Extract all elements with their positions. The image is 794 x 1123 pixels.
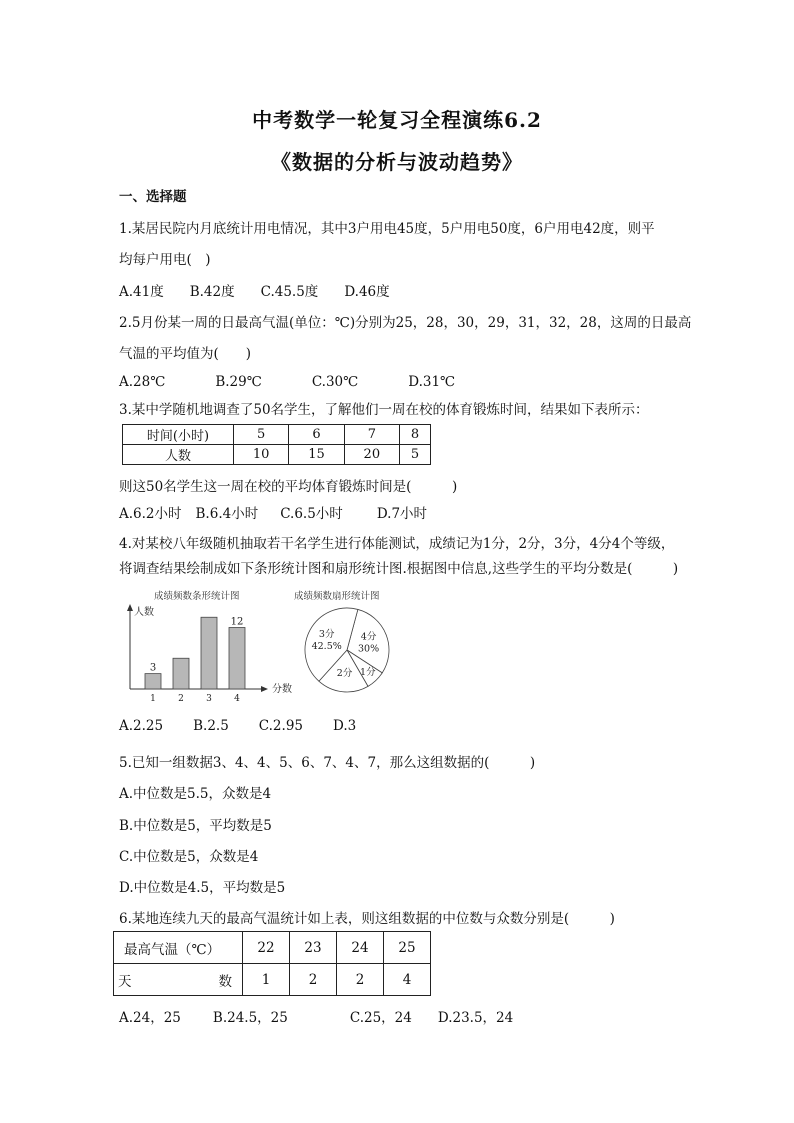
- q4-text-line1: 4.对某校八年级随机抽取若干名学生进行体能测试，成绩记为1分，2分，3分，4分4个等级，: [119, 536, 675, 552]
- q6-table: [113, 931, 431, 996]
- q6-option-b: B.24.5，25: [212, 1010, 288, 1026]
- q6-table-row-label: [114, 964, 243, 996]
- bar-tick-label: 4: [234, 694, 240, 704]
- q6-table-cell: 2: [337, 964, 384, 996]
- bar-data-label: 3: [149, 662, 157, 674]
- q6-table-cell: 1: [243, 964, 290, 996]
- q3-option-b: B.6.4小时: [195, 506, 259, 522]
- bar-y-axis-arrow: [127, 604, 133, 611]
- q1-text-line2: 均每户用电( ): [119, 252, 211, 268]
- q4-option-c: C.2.95: [258, 718, 303, 734]
- q6-table-header-cell: 24: [337, 932, 384, 964]
- bar-3: [201, 617, 217, 689]
- q3-table-cell: 10: [234, 445, 289, 465]
- q6-table-cell: 4: [384, 964, 431, 996]
- bar-1: [145, 674, 161, 689]
- q3-text-line1: 3.某中学随机地调查了50名学生，了解他们一周在校的体育锻炼时间，结果如下表所示：: [119, 402, 649, 418]
- q5-option-b: B.中位数是5，平均数是5: [119, 818, 272, 834]
- q3-table-header-cell: 5: [234, 425, 289, 445]
- q3-table-cell: 15: [289, 445, 344, 465]
- q6-options: [119, 1006, 539, 1026]
- q3-options: [119, 502, 453, 522]
- page-subtitle: 《数据的分析与波动趋势》: [271, 150, 523, 174]
- q2-text-line2: 气温的平均值为( ): [119, 346, 252, 362]
- pie-slice-label: 1分: [360, 666, 376, 678]
- q3-table-cell: 人数: [123, 445, 234, 465]
- bar-2: [173, 658, 189, 689]
- bar-x-label: 分数: [272, 684, 292, 695]
- q3-table-header-cell: 6: [289, 425, 344, 445]
- q1-text-line1: 1.某居民院内月底统计用电情况，其中3户用电45度，5户用电50度，6户用电42度，则平: [119, 221, 655, 237]
- pie-chart-title: 成绩频数扇形统计图: [294, 591, 380, 602]
- q4-figure: [122, 585, 422, 705]
- q6-table-header-cell: 最高气温（℃）: [114, 932, 243, 964]
- q4-option-a: A.2.25: [119, 718, 164, 734]
- q3-text-line2: 则这50名学生这一周在校的平均体育锻炼时间是( ): [119, 479, 458, 495]
- q2-option-d: D.31℃: [408, 374, 456, 390]
- pie-slice-label: 4分: [360, 631, 377, 643]
- q4-options: [119, 718, 382, 734]
- bar-4: [229, 628, 245, 690]
- q3-table-cell: 20: [344, 445, 399, 465]
- pie-slice-label: 2分: [336, 667, 353, 679]
- q3-table: [122, 424, 431, 465]
- q6-option-c: C.25，24: [349, 1010, 412, 1026]
- q6-option-a: A.24，25: [119, 1010, 181, 1026]
- q6-row-label-a: 天: [118, 973, 132, 990]
- q3-option-d: D.7小时: [376, 506, 428, 522]
- q1-option-d: D.46度: [344, 284, 390, 300]
- q6-option-d: D.23.5，24: [437, 1010, 514, 1026]
- q6-row-label-b: 数: [218, 973, 232, 990]
- pie-series: [305, 608, 389, 692]
- q5-option-c: C.中位数是5，众数是4: [119, 849, 259, 865]
- q6-table-header-cell: 25: [384, 932, 431, 964]
- q6-table-header-cell: 22: [243, 932, 290, 964]
- bar-tick-label: 1: [150, 694, 156, 704]
- q3-table-header-cell: 7: [344, 425, 399, 445]
- q1-options: [119, 280, 416, 300]
- q4-text-line2: 将调查结果绘制成如下条形统计图和扇形统计图.根据图中信息,这些学生的平均分数是( ): [119, 561, 679, 577]
- q4-option-d: D.3: [333, 718, 357, 734]
- q3-option-c: C.6.5小时: [280, 506, 343, 522]
- q1-option-b: B.42度: [189, 284, 235, 300]
- q2-option-b: B.29℃: [215, 374, 262, 390]
- bar-chart-title: 成绩频数条形统计图: [154, 591, 240, 602]
- bar-series: [145, 617, 245, 705]
- bar-y-label: 人数: [134, 607, 154, 618]
- bar-tick-label: 3: [206, 694, 212, 704]
- q3-table-header-cell: 8: [400, 425, 431, 445]
- bar-data-label: 12: [230, 616, 244, 628]
- pie-slice-label: 3分: [318, 628, 335, 640]
- q5-text-line1: 5.已知一组数据3、4、4、5、6、7、4、7，那么这组数据的( ): [119, 755, 536, 771]
- page-title: 中考数学一轮复习全程演练6.2: [252, 108, 542, 132]
- pie-slice-percent: 42.5%: [311, 640, 342, 652]
- pie-slice-percent: 30%: [358, 643, 380, 655]
- q2-option-c: C.30℃: [311, 374, 359, 390]
- bar-tick-label: 2: [178, 694, 184, 704]
- q3-table-header-cell: 时间(小时): [123, 425, 234, 445]
- q6-table-cell: 2: [290, 964, 337, 996]
- q4-option-b: B.2.5: [193, 718, 229, 734]
- q6-table-header-cell: 23: [290, 932, 337, 964]
- q3-table-cell: 5: [400, 445, 431, 465]
- section-heading: 一、选择题: [119, 189, 187, 205]
- q6-text-line1: 6.某地连续九天的最高气温统计如上表，则这组数据的中位数与众数分别是( ): [119, 911, 615, 927]
- q2-option-a: A.28℃: [119, 374, 166, 390]
- q5-option-a: A.中位数是5.5，众数是4: [119, 786, 272, 802]
- q3-option-a: A.6.2小时: [119, 506, 182, 522]
- q1-option-c: C.45.5度: [260, 284, 319, 300]
- q2-text-line1: 2.5月份某一周的日最高气温(单位：℃)分别为25，28，30，29，31，32，28，这周的日最高: [119, 315, 692, 331]
- q1-option-a: A.41度: [119, 284, 164, 300]
- bar-x-axis-arrow: [261, 686, 268, 692]
- q5-option-d: D.中位数是4.5，平均数是5: [119, 880, 286, 896]
- q2-options: [119, 374, 481, 390]
